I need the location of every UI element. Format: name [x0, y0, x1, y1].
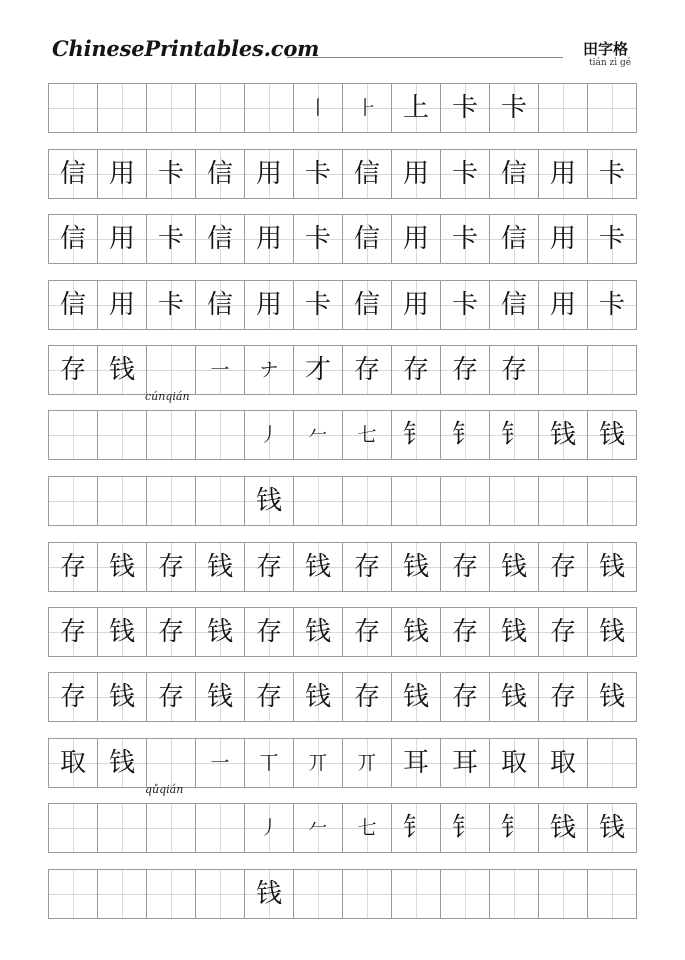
practice-character: 存 — [255, 682, 282, 712]
grid-cell — [294, 150, 343, 198]
grid-cell — [98, 477, 147, 525]
grid-cell — [588, 543, 637, 591]
grid-cell — [196, 281, 245, 329]
practice-character: 丌 — [308, 751, 328, 774]
grid-cell — [343, 215, 392, 263]
practice-row — [48, 280, 637, 330]
practice-character: 钅 — [500, 420, 527, 450]
practice-character: 用 — [549, 224, 576, 254]
practice-character: 信 — [500, 290, 527, 320]
grid-cell — [441, 608, 490, 656]
practice-row — [48, 476, 637, 526]
grid-cell — [539, 281, 588, 329]
grid-cell — [441, 870, 490, 918]
grid-cell — [245, 543, 294, 591]
grid-cell — [196, 150, 245, 198]
grid-cell — [539, 739, 588, 787]
grid-cell — [98, 673, 147, 721]
grid-cell — [539, 608, 588, 656]
practice-character: 才 — [304, 355, 331, 385]
practice-character: 七 — [357, 816, 377, 839]
practice-character: 𠂉 — [308, 816, 328, 839]
practice-character: 用 — [255, 290, 282, 320]
practice-row — [48, 149, 637, 199]
practice-character: 存 — [500, 355, 527, 385]
grid-cell — [145, 346, 196, 403]
practice-character: 信 — [500, 159, 527, 189]
grid-cell — [49, 477, 98, 525]
practice-character: 存 — [59, 682, 86, 712]
grid-cell — [294, 84, 343, 132]
grid-cell — [294, 281, 343, 329]
practice-character: 钱 — [206, 617, 233, 647]
practice-character: 钱 — [108, 617, 135, 647]
grid-cell — [392, 673, 441, 721]
practice-character: 存 — [59, 355, 86, 385]
grid-cell — [441, 281, 490, 329]
grid-cell — [588, 870, 637, 918]
practice-character: 取 — [59, 748, 86, 778]
grid-cell — [588, 673, 637, 721]
grid-cell — [392, 281, 441, 329]
grid-cell — [343, 346, 392, 394]
grid-cell — [490, 804, 539, 852]
practice-row — [48, 410, 637, 460]
grid-cell — [343, 804, 392, 852]
grid-cell — [294, 346, 343, 394]
practice-row — [48, 345, 637, 403]
practice-row — [48, 542, 637, 592]
practice-character: 卡 — [451, 224, 478, 254]
grid-cell — [588, 477, 637, 525]
grid-cell — [294, 477, 343, 525]
grid-cell — [196, 739, 245, 787]
grid-cell — [539, 870, 588, 918]
practice-character: 信 — [206, 159, 233, 189]
practice-character: 用 — [549, 159, 576, 189]
grid-cell — [539, 543, 588, 591]
grid-cell — [196, 346, 245, 394]
grid-cell — [392, 739, 441, 787]
grid-cell — [490, 215, 539, 263]
grid-cell — [196, 543, 245, 591]
practice-character: 卡 — [598, 159, 625, 189]
practice-character: 钱 — [598, 420, 625, 450]
practice-character: 信 — [59, 224, 86, 254]
practice-row — [48, 738, 637, 796]
practice-character: 用 — [402, 224, 429, 254]
practice-character: 卡 — [451, 290, 478, 320]
grid-cell — [343, 739, 392, 787]
grid-cell — [343, 477, 392, 525]
grid-cell — [196, 804, 245, 852]
grid-cell — [98, 870, 147, 918]
practice-character: 存 — [255, 552, 282, 582]
grid-cell — [539, 84, 588, 132]
practice-row — [48, 869, 637, 919]
grid-cell — [441, 215, 490, 263]
practice-character: 用 — [402, 159, 429, 189]
grid-cell — [98, 739, 147, 787]
practice-character: 钱 — [500, 617, 527, 647]
grid-cell — [98, 608, 147, 656]
practice-character: 钱 — [598, 813, 625, 843]
grid-cell — [196, 215, 245, 263]
practice-character: 取 — [500, 748, 527, 778]
practice-row — [48, 672, 637, 722]
grid-cell — [294, 804, 343, 852]
practice-character: 用 — [108, 159, 135, 189]
grid-cell — [588, 346, 637, 394]
practice-character: 用 — [255, 159, 282, 189]
grid-cell — [196, 477, 245, 525]
practice-character: 钅 — [402, 813, 429, 843]
grid-cell — [539, 150, 588, 198]
practice-row — [48, 607, 637, 657]
grid-cell — [490, 739, 539, 787]
grid-cell — [343, 870, 392, 918]
grid-cell — [245, 739, 294, 787]
grid-cell — [588, 739, 637, 787]
grid-cell — [196, 608, 245, 656]
practice-character: 取 — [549, 748, 576, 778]
grid-cell — [343, 84, 392, 132]
grid-cell — [490, 543, 539, 591]
practice-character: 钱 — [402, 552, 429, 582]
practice-character: 卡 — [304, 290, 331, 320]
practice-character: 用 — [255, 224, 282, 254]
grid-cell — [392, 608, 441, 656]
practice-character: 耳 — [402, 748, 429, 778]
grid-cell — [294, 739, 343, 787]
grid-cell — [392, 411, 441, 459]
practice-character: 存 — [353, 355, 380, 385]
practice-character: 存 — [59, 552, 86, 582]
grid-cell — [539, 673, 588, 721]
practice-character: 存 — [157, 682, 184, 712]
grid-cell — [490, 84, 539, 132]
practice-character: 钱 — [598, 617, 625, 647]
practice-character: 存 — [451, 617, 478, 647]
practice-character: 钱 — [255, 879, 282, 909]
grid-cell — [98, 150, 147, 198]
practice-character: 存 — [402, 355, 429, 385]
practice-character: 存 — [549, 552, 576, 582]
practice-character: 存 — [157, 617, 184, 647]
grid-cell — [588, 608, 637, 656]
practice-character: 卡 — [451, 159, 478, 189]
grid-cell — [49, 150, 98, 198]
practice-character: 信 — [206, 290, 233, 320]
grid-cell — [294, 411, 343, 459]
grid-cell — [490, 608, 539, 656]
grid-cell — [539, 477, 588, 525]
grid-cell — [49, 870, 98, 918]
practice-row — [48, 803, 637, 853]
grid-cell — [49, 543, 98, 591]
practice-character: 耳 — [451, 748, 478, 778]
grid-cell — [588, 84, 637, 132]
practice-character: 存 — [451, 552, 478, 582]
practice-character: 丿 — [259, 816, 279, 839]
grid-cell — [490, 346, 539, 394]
practice-character: 卡 — [157, 224, 184, 254]
grid-cell — [539, 804, 588, 852]
practice-character: 七 — [357, 423, 377, 446]
practice-character: 存 — [549, 682, 576, 712]
grid-cell — [392, 84, 441, 132]
practice-character: 𠂉 — [308, 423, 328, 446]
grid-cell — [245, 870, 294, 918]
practice-character: 存 — [549, 617, 576, 647]
grid-cell — [98, 411, 147, 459]
practice-character: 钱 — [549, 420, 576, 450]
practice-character: 存 — [59, 617, 86, 647]
grid-cell — [147, 870, 196, 918]
practice-character: 卡 — [500, 93, 527, 123]
grid-cell — [245, 84, 294, 132]
practice-character: 上 — [402, 93, 429, 123]
grid-cell — [147, 150, 196, 198]
grid-cell — [147, 215, 196, 263]
word-pinyin: cúnqián — [145, 390, 190, 403]
practice-character: 卡 — [451, 93, 478, 123]
word-pinyin: qǔqián — [145, 783, 184, 796]
practice-character: 信 — [59, 290, 86, 320]
practice-character: 钱 — [598, 682, 625, 712]
practice-character: 卡 — [598, 224, 625, 254]
grid-cell — [98, 346, 147, 394]
grid-cell — [294, 543, 343, 591]
grid-cell — [196, 411, 245, 459]
grid-cell — [245, 411, 294, 459]
grid-cell — [98, 84, 147, 132]
practice-character: 钱 — [500, 682, 527, 712]
practice-character: 钱 — [598, 552, 625, 582]
practice-character: 卡 — [304, 159, 331, 189]
practice-character: 钱 — [108, 748, 135, 778]
practice-character: 钱 — [549, 813, 576, 843]
grid-cell — [392, 804, 441, 852]
site-title: ChinesePrintables.com — [52, 36, 320, 61]
grid-cell — [294, 215, 343, 263]
practice-character: 信 — [206, 224, 233, 254]
grid-cell — [392, 150, 441, 198]
grid-cell — [441, 804, 490, 852]
practice-character: 钱 — [304, 552, 331, 582]
practice-character: 用 — [402, 290, 429, 320]
grid-cell — [490, 150, 539, 198]
grid-cell — [196, 673, 245, 721]
grid-cell — [539, 215, 588, 263]
grid-cell — [294, 673, 343, 721]
practice-character: 存 — [353, 552, 380, 582]
practice-character: 卡 — [304, 224, 331, 254]
grid-cell — [49, 215, 98, 263]
practice-character: 钱 — [402, 682, 429, 712]
practice-character: 钅 — [402, 420, 429, 450]
grid-cell — [147, 804, 196, 852]
practice-character: 信 — [353, 159, 380, 189]
grid-cell — [245, 477, 294, 525]
practice-character: 一 — [210, 751, 230, 774]
grid-cell — [49, 673, 98, 721]
grid-type-title: 田字格 — [583, 40, 629, 58]
grid-cell — [441, 543, 490, 591]
grid-cell — [245, 346, 294, 394]
grid-cell — [490, 281, 539, 329]
practice-character: 钱 — [108, 682, 135, 712]
practice-character: 丨 — [308, 96, 328, 119]
grid-cell — [196, 84, 245, 132]
practice-character: 信 — [353, 290, 380, 320]
grid-cell — [490, 411, 539, 459]
practice-character: 用 — [108, 290, 135, 320]
grid-cell — [245, 215, 294, 263]
practice-character: 用 — [108, 224, 135, 254]
grid-cell — [441, 346, 490, 394]
grid-cell — [98, 215, 147, 263]
practice-row — [48, 83, 637, 133]
practice-character: 钅 — [451, 813, 478, 843]
grid-cell — [147, 281, 196, 329]
grid-cell — [539, 346, 588, 394]
grid-cell — [441, 477, 490, 525]
practice-character: 信 — [500, 224, 527, 254]
grid-cell — [588, 411, 637, 459]
grid-cell — [343, 543, 392, 591]
practice-character: 钱 — [206, 552, 233, 582]
grid-cell — [147, 543, 196, 591]
grid-cell — [245, 608, 294, 656]
grid-cell — [539, 411, 588, 459]
practice-character: 丅 — [259, 751, 279, 774]
grid-cell — [49, 739, 98, 787]
name-line — [287, 57, 563, 58]
grid-cell — [245, 673, 294, 721]
practice-character: 钱 — [500, 552, 527, 582]
grid-cell — [441, 150, 490, 198]
grid-cell — [392, 477, 441, 525]
practice-character: ナ — [259, 358, 279, 381]
practice-character: 一 — [210, 358, 230, 381]
practice-character: 钱 — [304, 617, 331, 647]
grid-cell — [441, 673, 490, 721]
grid-cell — [392, 870, 441, 918]
practice-character: 存 — [451, 355, 478, 385]
grid-cell — [343, 281, 392, 329]
practice-character: 存 — [353, 617, 380, 647]
practice-character: 存 — [157, 552, 184, 582]
grid-cell — [245, 281, 294, 329]
grid-cell — [392, 543, 441, 591]
grid-cell — [343, 150, 392, 198]
grid-cell — [147, 84, 196, 132]
practice-character: 信 — [59, 159, 86, 189]
grid-cell — [588, 804, 637, 852]
grid-cell — [196, 870, 245, 918]
grid-cell — [588, 215, 637, 263]
grid-cell — [441, 411, 490, 459]
grid-cell — [245, 804, 294, 852]
grid-cell — [49, 411, 98, 459]
practice-character: 存 — [255, 617, 282, 647]
grid-cell — [343, 411, 392, 459]
practice-character: 存 — [353, 682, 380, 712]
grid-cell — [145, 739, 196, 796]
practice-character: 丿 — [259, 423, 279, 446]
grid-cell — [588, 281, 637, 329]
grid-cell — [98, 543, 147, 591]
grid-cell — [49, 346, 98, 394]
grid-cell — [294, 870, 343, 918]
grid-cell — [588, 150, 637, 198]
grid-cell — [147, 477, 196, 525]
grid-type-pinyin: tián zì gé — [589, 58, 632, 68]
grid-cell — [490, 673, 539, 721]
grid-cell — [392, 346, 441, 394]
practice-character: 钱 — [304, 682, 331, 712]
grid-cell — [343, 608, 392, 656]
grid-cell — [147, 673, 196, 721]
practice-character: 存 — [451, 682, 478, 712]
grid-cell — [490, 477, 539, 525]
practice-character: 钱 — [402, 617, 429, 647]
practice-character: 钱 — [108, 355, 135, 385]
grid-cell — [490, 870, 539, 918]
practice-character: 卡 — [157, 290, 184, 320]
practice-character: 信 — [353, 224, 380, 254]
practice-character: 用 — [549, 290, 576, 320]
practice-character: 卡 — [157, 159, 184, 189]
grid-cell — [49, 84, 98, 132]
grid-cell — [49, 608, 98, 656]
practice-character: 丌 — [357, 751, 377, 774]
grid-cell — [441, 84, 490, 132]
practice-character: 钅 — [500, 813, 527, 843]
practice-character: 钅 — [451, 420, 478, 450]
grid-cell — [392, 215, 441, 263]
grid-cell — [49, 804, 98, 852]
grid-cell — [49, 281, 98, 329]
grid-cell — [98, 281, 147, 329]
grid-cell — [441, 739, 490, 787]
grid-cell — [147, 608, 196, 656]
grid-cell — [294, 608, 343, 656]
practice-character: 钱 — [206, 682, 233, 712]
practice-character: 卡 — [598, 290, 625, 320]
grid-cell — [98, 804, 147, 852]
practice-row — [48, 214, 637, 264]
practice-character: ⺊ — [357, 96, 377, 119]
grid-cell — [147, 411, 196, 459]
grid-cell — [343, 673, 392, 721]
practice-character: 钱 — [255, 486, 282, 516]
grid-cell — [245, 150, 294, 198]
practice-character: 钱 — [108, 552, 135, 582]
